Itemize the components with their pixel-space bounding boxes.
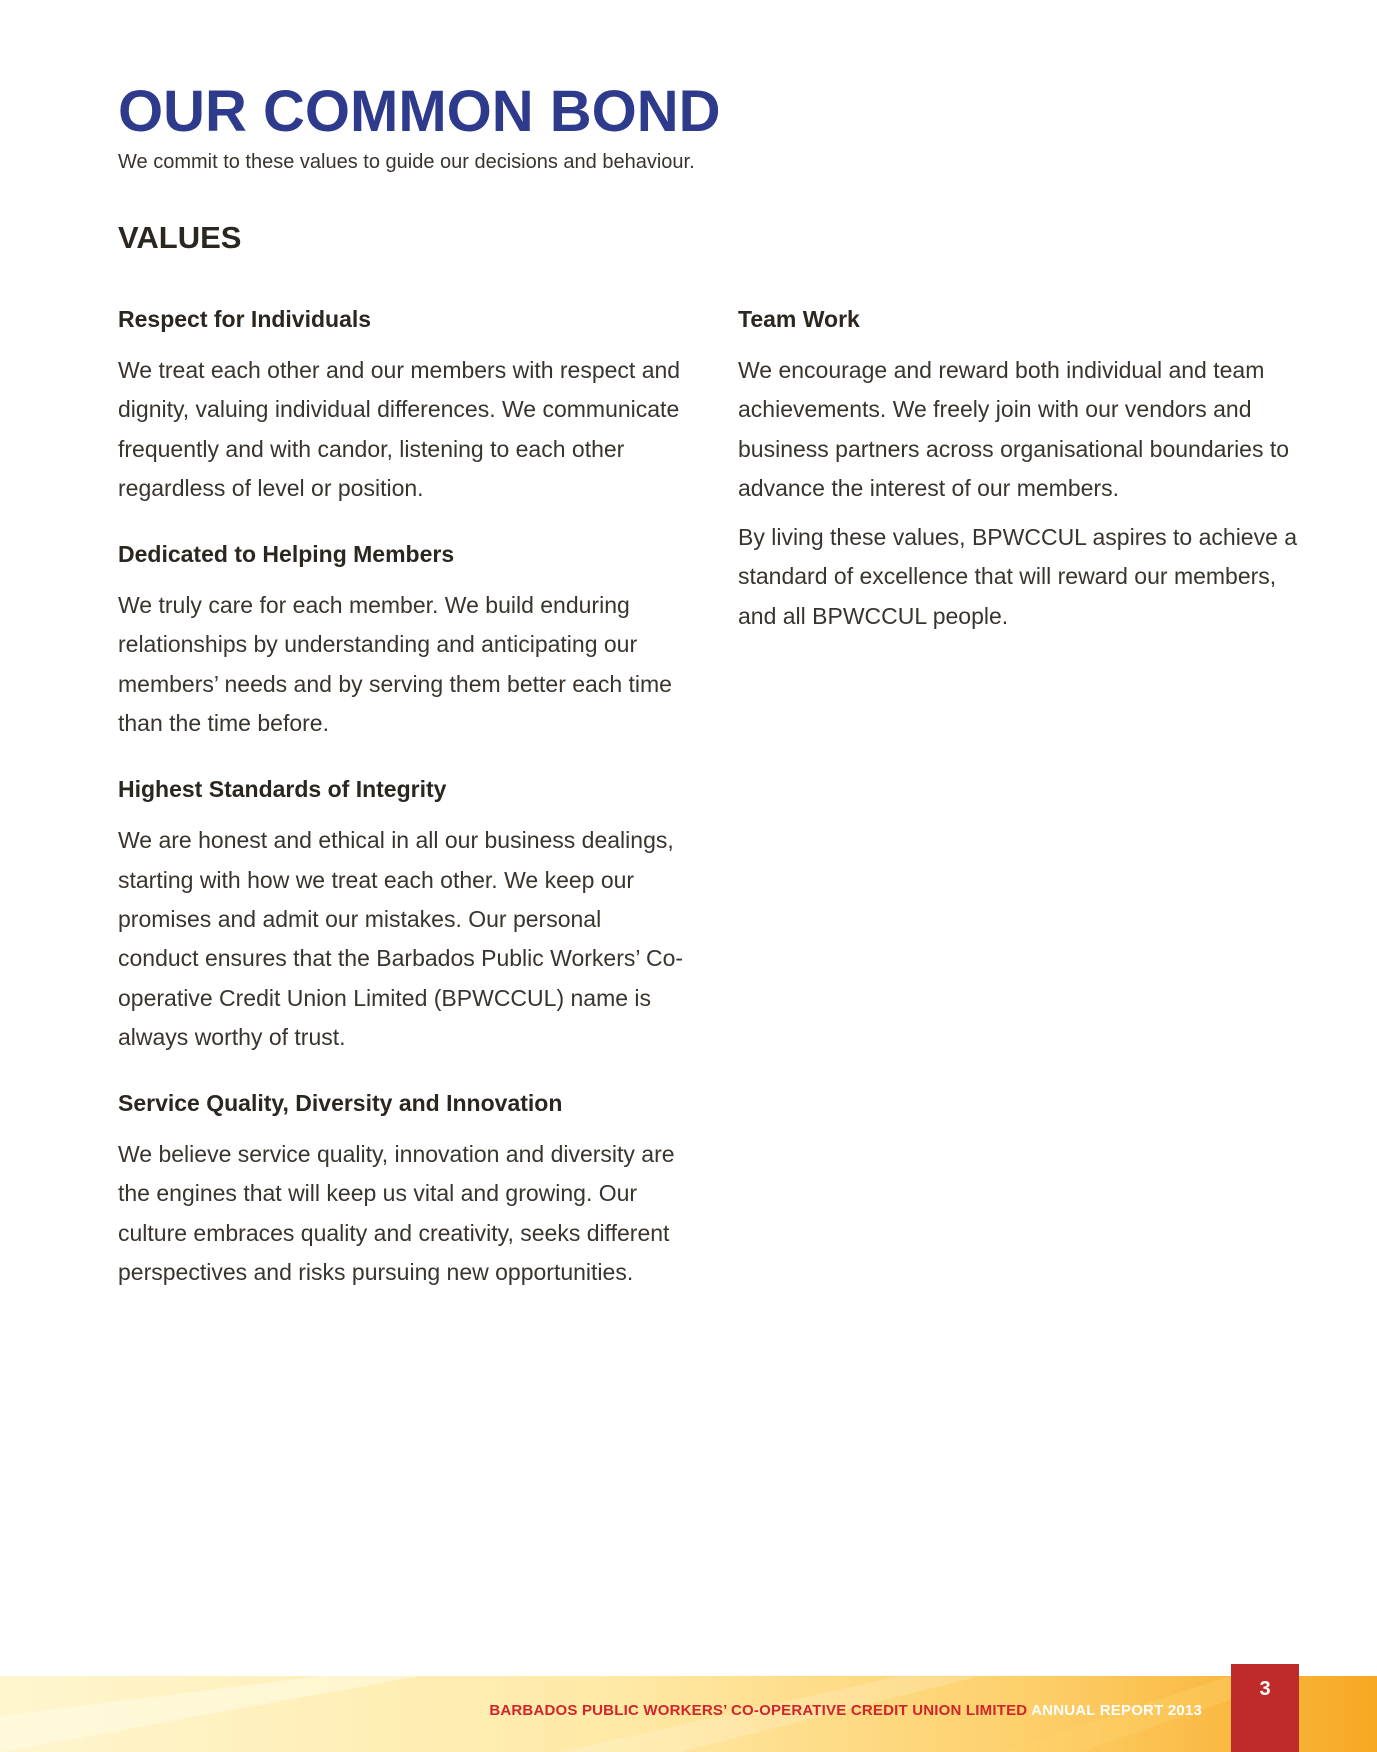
footer-report-title: ANNUAL REPORT 2013	[1031, 1702, 1202, 1719]
value-heading: Respect for Individuals	[118, 306, 372, 332]
page-subtitle: We commit to these values to guide our decisions and behaviour.	[118, 151, 695, 173]
value-text: We treat each other and our members with respect and dignity, valuing individual differences. We communicate frequently and with candor, listening to each other regardless of level or position.	[118, 357, 681, 501]
page-title: OUR COMMON BOND	[118, 79, 721, 144]
value-text: We believe service quality, innovation and diversity are the engines that will keep us vital and growing. Our culture embraces quality and creativity, seeks different perspectives and risks pursuing new opportunities.	[118, 1141, 675, 1286]
value-heading: Highest Standards of Integrity	[118, 776, 447, 803]
footer-organization: BARBADOS PUBLIC WORKERS’ CO-OPERATIVE CREDIT UNION LIMITED	[489, 1702, 1028, 1719]
value-text: We encourage and reward both individual and team achievements. We freely join with our vendors and business partners across organisational boundaries to advance the interest of our members.	[738, 357, 1290, 501]
page-number-badge	[1231, 1664, 1299, 1752]
value-dedicated-to-helping-members	[118, 536, 688, 743]
values-right-column	[738, 301, 1298, 636]
footer-caption	[489, 1702, 1202, 1719]
value-highest-standards-of-integrity	[118, 771, 688, 1057]
value-text: We truly care for each member. We build enduring relationships by understanding and anticipating our members’ needs and by serving them better each time than the time before.	[118, 592, 672, 737]
value-team-work	[738, 301, 1298, 636]
closing-statement: By living these values, BPWCCUL aspires to achieve a standard of excellence that will reward our members, and all BPWCCUL people.	[738, 524, 1298, 629]
value-heading: Service Quality, Diversity and Innovation	[118, 1090, 563, 1117]
values-left-column	[118, 301, 688, 1292]
value-respect-for-individuals	[118, 301, 688, 508]
footer-band	[0, 1676, 1377, 1752]
page-number: 3	[1259, 1678, 1271, 1700]
value-heading: Dedicated to Helping Members	[118, 541, 455, 568]
value-text: We are honest and ethical in all our business dealings, starting with how we treat each other. We keep our promises and admit our mistakes. Our personal conduct ensures that the Barbados Public Workers’ Co-operative Credit Union Limited (BPWCCUL) name is always worthy of trust.	[118, 827, 684, 1050]
section-title-values: VALUES	[118, 220, 242, 255]
value-service-quality-diversity-innovation	[118, 1085, 688, 1292]
value-heading: Team Work	[738, 306, 860, 332]
